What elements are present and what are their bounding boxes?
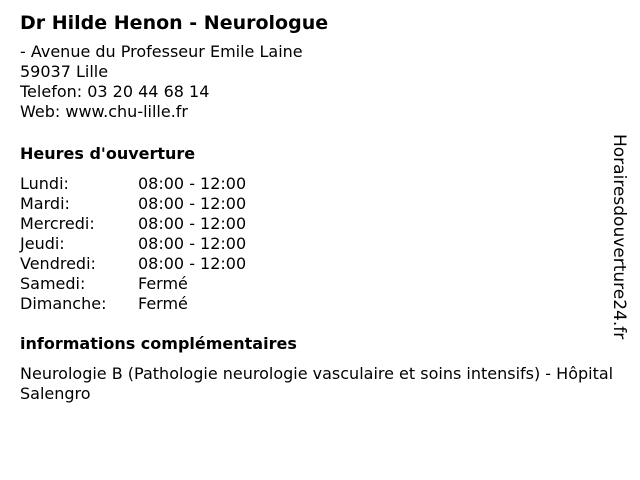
address-block	[20, 42, 620, 122]
hours-row-sunday	[20, 294, 246, 314]
day-label: Jeudi:	[20, 234, 65, 253]
day-label: Mercredi:	[20, 214, 95, 233]
day-time: 08:00 - 12:00	[138, 214, 247, 233]
hours-row-thursday	[20, 234, 246, 254]
hours-row-tuesday	[20, 194, 246, 214]
day-time: 08:00 - 12:00	[138, 194, 247, 213]
day-time: 08:00 - 12:00	[138, 174, 247, 193]
address-city: 59037 Lille	[20, 62, 109, 81]
page-title: Dr Hilde Henon - Neurologue	[20, 12, 329, 34]
hours-row-wednesday	[20, 214, 246, 234]
day-time: Fermé	[138, 294, 188, 313]
hours-row-friday	[20, 254, 246, 274]
day-label: Samedi:	[20, 274, 86, 293]
website: Web: www.chu-lille.fr	[20, 102, 189, 121]
day-label: Dimanche:	[20, 294, 107, 313]
day-time: Fermé	[138, 274, 188, 293]
additional-info-heading: informations complémentaires	[20, 334, 297, 353]
hours-row-saturday	[20, 274, 246, 294]
day-label: Lundi:	[20, 174, 69, 193]
day-label: Mardi:	[20, 194, 70, 213]
phone-number: Telefon: 03 20 44 68 14	[20, 82, 210, 101]
hours-row-monday	[20, 174, 246, 194]
day-time: 08:00 - 12:00	[138, 234, 247, 253]
day-label: Vendredi:	[20, 254, 96, 273]
address-street: - Avenue du Professeur Emile Laine	[20, 42, 303, 61]
additional-info-text: Neurologie B (Pathologie neurologie vasculaire et soins intensifs) - Hôpital Salengro	[20, 364, 614, 403]
day-time: 08:00 - 12:00	[138, 254, 247, 273]
opening-hours-heading: Heures d'ouverture	[20, 144, 196, 163]
opening-hours-table	[20, 174, 246, 314]
site-watermark: Horairesdouverture24.fr	[609, 134, 629, 340]
